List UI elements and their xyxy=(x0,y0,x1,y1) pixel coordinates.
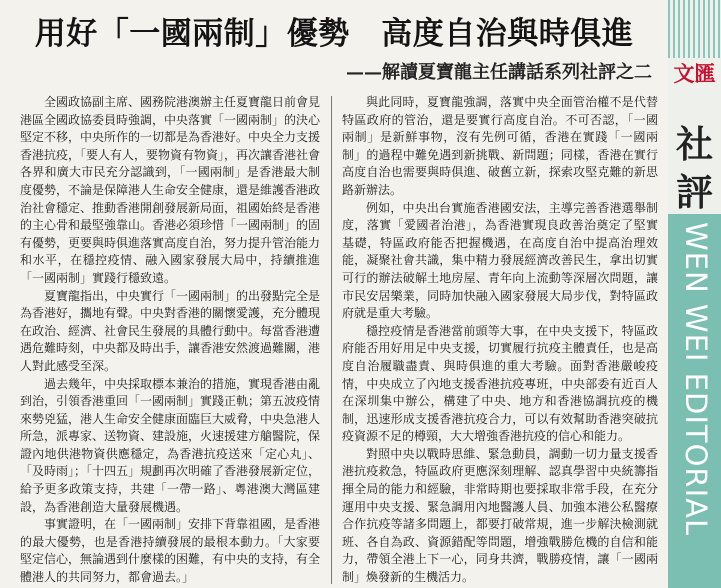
editorial-band-text: WEN WEI EDITORIAL xyxy=(679,222,713,537)
left-column xyxy=(20,94,320,587)
section-title-char-2: 評 xyxy=(676,171,713,214)
section-title-char-1: 社 xyxy=(676,123,713,166)
subheadline: ——解讀夏寶龍主任講話系列社評之二 xyxy=(346,62,652,83)
paragraph: 過去幾年，中央採取標本兼治的措施，實現香港由亂到治，引領香港重回「一國兩制」實踐正軌；第五波疫情來勢兇猛，港人生命安全健康面臨巨大威脅，中央急港人所急，派專家、送物資、建設施，火速援建方艙醫院，保證內地供港物資供應穩定，為香港抗疫送來「定心丸」、「及時雨」；「十四五」規劃再次明確了香港發展新定位，給予更多政策支持，共建「一帶一路」、粵港澳大灣區建設，為香港創造大量發展機遇。 xyxy=(20,376,321,514)
editorial-sidebar xyxy=(668,0,721,588)
decorative-stripes xyxy=(668,0,721,58)
column-divider xyxy=(331,96,332,584)
right-column xyxy=(342,94,658,587)
wenwei-logo: 文匯 xyxy=(673,61,716,86)
paragraph: 穩控疫情是香港當前頭等大事，在中央支援下，特區政府能否用好用足中央支援，切實履行抗疫主體責任，也是高度自治履職盡責、與時俱進的重大考驗。面對香港嚴峻疫情，中央成立了內地支援香港抗疫專班，中央部委有近百人在深圳集中辦公，構建了中央、地方和香港協調抗疫的機制，迅速形成支援香港抗疫合力，可以有效幫助香港突破抗疫資源不足的樽頸，大大增強香港抗疫的信心和能力。 xyxy=(342,323,658,444)
paragraph: 事實證明，在「一國兩制」安排下背靠祖國，是香港的最大優勢，也是香港持續發展的最根本動力。「大家要堅定信心，無論遇到什麼樣的困難，有中央的支持，有全體港人的共同努力，都會過去。」 xyxy=(20,517,321,585)
paragraph: 夏寶龍指出，中央實行「一國兩制」的出發點完全是為香港好，攜地有聲。中央對香港的關懷愛護，充分體現在政治、經濟、社會民生發展的具體行動中。每當香港遭遇危難時刻，中央都及時出手，讓香港安然渡過難關，港人對此感受至深。 xyxy=(20,288,321,373)
editorial-band xyxy=(668,214,721,588)
headline: 用好「一國兩制」優勢 高度自治與時俱進 xyxy=(34,16,634,52)
paragraph: 對照中央以戰時思維、緊急動員，調動一切力量支援香港抗疫救急，特區政府更應深刻理解、認真學習中央統籌指揮全局的能力和經驗，非常時期也要採取非常手段，在充分運用中央支援、緊急調用內地醫護人員、加強本港公私醫療合作抗疫等諸多問題上，都要打破常規，進一步解決檢測就班、各自為政、資源錯配等問題，增強戰勝危機的自信和能力，帶領全港上下一心，同身共濟，戰勝疫情，讓「一國兩制」煥發新的生機活力。 xyxy=(342,446,658,585)
paragraph: 例如，中央出台實施香港國安法，主導完善香港選舉制度，落實「愛國者治港」，為香港實現良政善治奠定了堅實基礎，特區政府能否把握機遇，在高度自治中提高治理效能，凝聚社會共識，集中精力發展經濟改善民生，拿出切實可行的辦法破解土地房屋、青年向上流動等深層次問題，讓市民安居樂業，同時加快融入國家發展大局步伐，對特區政府就是重大考驗。 xyxy=(342,200,658,321)
paragraph: 與此同時，夏寶龍強調，落實中央全面管治權不是代替特區政府的管治，還是要實行高度自治。不可否認，「一國兩制」是新鮮事物，沒有先例可循，香港在實踐「一國兩制」的過程中難免遇到新挑戰、新問題；同樣，香港在實行高度自治也需要與時俱進、破舊立新，探索攻堅克難的新思路新辦法。 xyxy=(342,95,658,197)
paragraph: 全國政協副主席、國務院港澳辦主任夏寶龍日前會見港區全國政協委員時強調，中央落實「一國兩制」的決心堅定不移，中央所作的一切都是為香港好。中央全力支援香港抗疫，「要人有人，要物資有物資」，再次讓香港社會各界和廣大市民充分認識到，「一國兩制」是香港最大制度優勢，不論是保障港人生命安全健康，還是維護香港政治社會穩定、推動香港開創發展新局面，祖國始終是香港的主心骨和最堅強靠山。香港必須珍惜「一國兩制」的固有優勢，更要與時俱進落實高度自治，努力提升管治能力和水平，在穩控疫情、融入國家發展大局中，持續推進「一國兩制」實踐行穩致遠。 xyxy=(20,95,321,285)
